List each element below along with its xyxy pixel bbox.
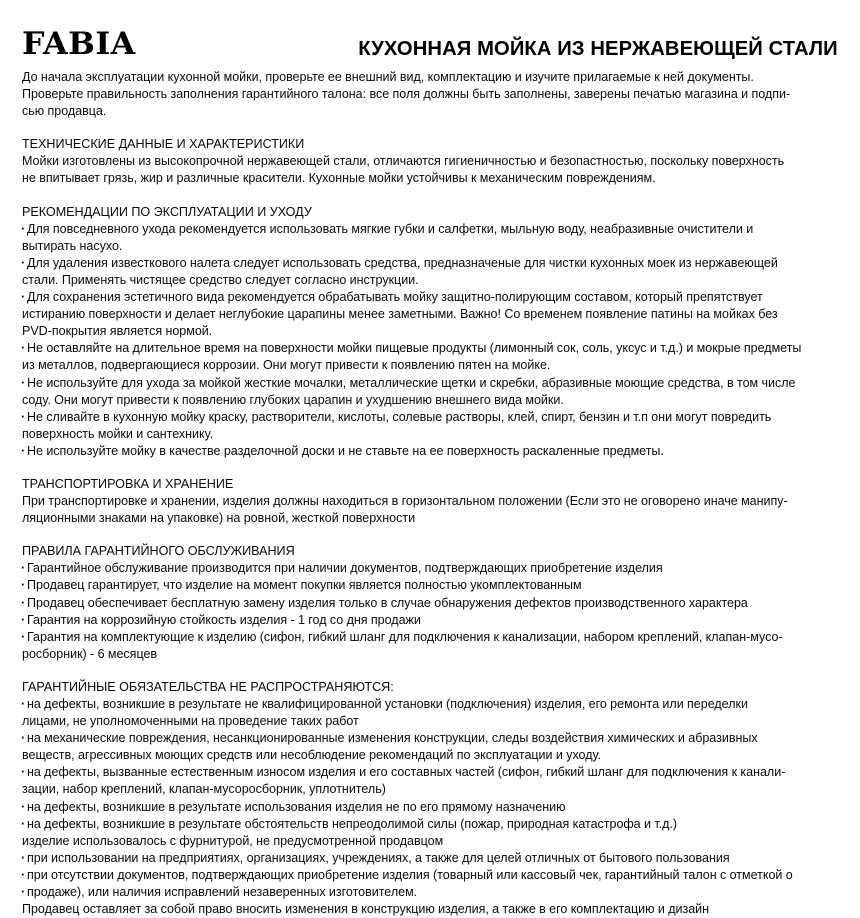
list-item-continuation: лицами, не уполномоченными на проведение таких работ bbox=[22, 714, 359, 729]
warranty-rules-line-list bbox=[22, 560, 838, 663]
list-item-continuation: соду. Они могут привести к появлению глубоких царапин и ухудшению внешнего вида мойки. bbox=[22, 392, 564, 407]
transport-line-2: ляционными знаками на упаковке) на ровной, жесткой поверхности bbox=[22, 511, 416, 526]
spacer bbox=[22, 527, 838, 543]
list-item: · Не сливайте в кухонную мойку краску, растворители, кислоты, солевые растворы, клей, спирт, бензин и т.п они могут повредить bbox=[22, 409, 834, 426]
section-warranty-exclusions bbox=[22, 679, 838, 918]
list-item: · продаже), или наличия исправлений незаверенных изготовителем. bbox=[22, 884, 834, 901]
section-care-recommendations bbox=[22, 204, 838, 460]
list-item-continuation: поверхность мойки и сантехнику. bbox=[22, 426, 214, 441]
list-item-continuation: Продавец оставляет за собой право вносить изменения в конструкцию изделия, а также в его комплектацию и дизайн bbox=[22, 902, 710, 917]
intro-line-3: сью продавца. bbox=[22, 104, 107, 119]
list-item: · на дефекты, возникшие в результате не квалифицированной установки (подключения) изделия, его ремонта или переделки bbox=[22, 696, 834, 713]
intro-line-1: До начала эксплуатации кухонной мойки, проверьте ее внешний вид, комплектацию и изучите прилагаемые к ней документы. bbox=[22, 70, 754, 84]
technical-line-2: не впитывает грязь, жир и различные красители. Кухонные мойки устойчивы к механическим повреждениям. bbox=[22, 171, 656, 186]
list-item: · Продавец гарантирует, что изделие на момент покупки является полностью укомплектованным bbox=[22, 577, 834, 594]
list-item: · на дефекты, вызванные естественным износом изделия и его составных частей (сифон, гибкий шланг для подключения к канали- bbox=[22, 764, 834, 781]
list-item-continuation: PVD-покрытия является нормой. bbox=[22, 324, 213, 339]
intro-line-2: Проверьте правильность заполнения гарантийного талона: все поля должны быть заполнены, заверены печатью магазина и подпи- bbox=[22, 87, 791, 102]
list-item: · Гарантийное обслуживание производится при наличии документов, подтверждающих приобретение изделия bbox=[22, 560, 834, 577]
list-item: · Продавец обеспечивает бесплатную замену изделия только в случае обнаружения дефектов производственного характера bbox=[22, 595, 834, 612]
list-item: · Гарантия на комплектующие к изделию (сифон, гибкий шланг для подключения к канализации, набором креплений, клапан-мусо- bbox=[22, 629, 834, 646]
section-heading-transport: ТРАНСПОРТИРОВКА И ХРАНЕНИЕ bbox=[22, 476, 234, 491]
list-item: · Гарантия на коррозийную стойкость изделия - 1 год со дня продажи bbox=[22, 612, 834, 629]
spacer bbox=[22, 460, 838, 476]
list-item-continuation: вытирать насухо. bbox=[22, 238, 123, 253]
page-title: КУХОННАЯ МОЙКА ИЗ НЕРЖАВЕЮЩЕЙ СТАЛИ bbox=[358, 36, 838, 60]
intro-paragraph bbox=[22, 69, 838, 120]
list-item: · Не используйте для ухода за мойкой жесткие мочалки, металлические щетки и скребки, абразивные моющие средства, в том числе bbox=[22, 375, 834, 392]
care-line-list bbox=[22, 221, 838, 460]
document-body bbox=[22, 60, 838, 918]
list-item: · при использовании на предприятиях, организациях, учреждениях, а также для целей отличных от бытового пользования bbox=[22, 850, 834, 867]
brand-logo-fabia: FABIA bbox=[22, 26, 136, 62]
list-item-continuation: из металлов, подвергающиеся коррозии. Они могут привести к появлению пятен на мойке. bbox=[22, 358, 551, 373]
spacer bbox=[22, 663, 838, 679]
list-item-continuation: истиранию поверхности и делает неглубокие царапины менее заметными. Важно! Со временем появление патины на мойках без bbox=[22, 307, 778, 322]
spacer bbox=[22, 188, 838, 204]
list-item: · на дефекты, возникшие в результате использования изделия не по его прямому назначению bbox=[22, 799, 834, 816]
technical-line-1: Мойки изготовлены из высокопрочной нержавеющей стали, отличаются гигиеничностью и безопастностью, поскольку поверхность bbox=[22, 154, 785, 169]
section-heading-technical-data: ТЕХНИЧЕСКИЕ ДАННЫЕ И ХАРАКТЕРИСТИКИ bbox=[22, 137, 305, 152]
list-item-continuation: стали. Применять чистящее средство следует согласно инструкции. bbox=[22, 272, 419, 287]
transport-line-1: При транспортировке и хранении, изделия должны находиться в горизонтальном положении (Если это не оговорено иначе манипу- bbox=[22, 494, 788, 509]
list-item: · на дефекты, возникшие в результате обстоятельств непреодолимой силы (пожар, природная катастрофа и т.д.) bbox=[22, 816, 834, 833]
list-item: · на механические повреждения, несанкционированные изменения конструкции, следы воздействия химических и абразивных bbox=[22, 730, 834, 747]
document-header bbox=[22, 0, 838, 60]
section-heading-warranty-rules: ПРАВИЛА ГАРАНТИЙНОГО ОБСЛУЖИВАНИЯ bbox=[22, 544, 295, 559]
list-item: · Не оставляйте на длительное время на поверхности мойки пищевые продукты (лимонный сок, соль, уксус и т.д.) и мокрые предметы bbox=[22, 340, 834, 357]
list-item: · Для повседневного ухода рекомендуется использовать мягкие губки и салфетки, мыльную воду, неабразивные очистители и bbox=[22, 221, 834, 238]
section-heading-warranty-exclusions: ГАРАНТИЙНЫЕ ОБЯЗАТЕЛЬСТВА НЕ РАСПРОСТРАНЯЮТСЯ: bbox=[22, 679, 394, 694]
section-heading-care: РЕКОМЕНДАЦИИ ПО ЭКСПЛУАТАЦИИ И УХОДУ bbox=[22, 204, 312, 219]
list-item-continuation: изделие использовалось с фурнитурой, не предусмотренной продавцом bbox=[22, 833, 444, 848]
list-item-continuation: веществ, агрессивных моющих средств или несоблюдение рекомендаций по эксплуатации и уходу. bbox=[22, 748, 601, 763]
section-transport-storage bbox=[22, 476, 838, 527]
section-warranty-rules bbox=[22, 543, 838, 663]
list-item: · Не используйте мойку в качестве разделочной доски и не ставьте на ее поверхность раскаленные предметы. bbox=[22, 443, 834, 460]
spacer bbox=[22, 120, 838, 136]
list-item: · Для сохранения эстетичного вида рекомендуется обрабатывать мойку защитно-полирующим составом, который препятствует bbox=[22, 289, 834, 306]
list-item-continuation: зации, набор креплений, клапан-мусоросборник, уплотнитель) bbox=[22, 782, 386, 797]
section-technical-data bbox=[22, 136, 838, 187]
list-item-continuation: росборник) - 6 месяцев bbox=[22, 646, 158, 661]
list-item: · Для удаления известкового налета следует использовать средства, предназначеные для чистки кухонных моек из нержавеющей bbox=[22, 255, 834, 272]
list-item: · при отсутствии документов, подтверждающих приобретение изделия (товарный или кассовый чек, гарантийный талон с отметкой о bbox=[22, 867, 834, 884]
warranty-exclusions-line-list bbox=[22, 696, 838, 918]
